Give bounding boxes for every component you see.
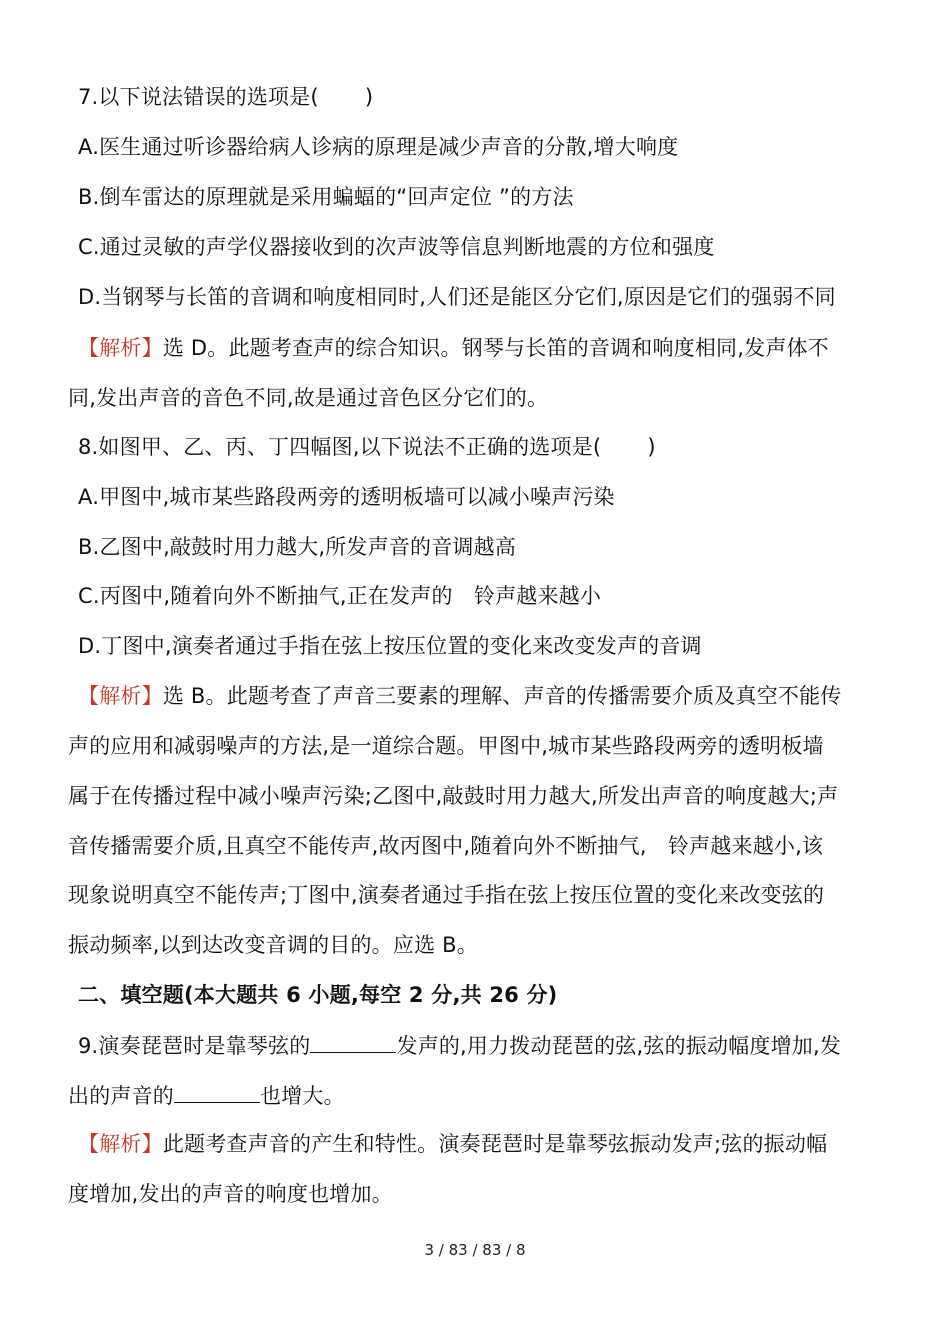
question-8-analysis-line-1: 选 B。此题考查了声音三要素的理解、声音的传播需要介质及真空不能传 [162, 684, 842, 708]
question-9-text-a: 9.演奏琵琶时是靠琴弦的 [78, 1034, 311, 1058]
question-7-option-a: A.医生通过听诊器给病人诊病的原理是减少声音的分散,增大响度 [78, 135, 679, 159]
question-7-analysis-line-1: 选 D。此题考查声的综合知识。钢琴与长笛的音调和响度相同,发声体不 [162, 336, 829, 360]
question-8-stem [78, 434, 656, 460]
question-7-stem-text: 7.以下说法错误的选项是( [78, 85, 319, 109]
question-8-stem-text: 8.如图甲、乙、丙、丁四幅图,以下说法不正确的选项是( [78, 435, 602, 459]
question-8-option-d: D.丁图中,演奏者通过手指在弦上按压位置的变化来改变发声的音调 [78, 634, 702, 658]
page-number: 3 / 83 / 83 / 8 [424, 1241, 526, 1259]
question-8-analysis-line-3: 属于在传播过程中减小噪声污染;乙图中,敲鼓时用力越大,所发出声音的响度越大;声 [68, 784, 839, 808]
analysis-tag: 【解析】 [78, 336, 163, 360]
question-7-option-d: D.当钢琴与长笛的音调和响度相同时,人们还是能区分它们,原因是它们的强弱不同 [78, 285, 836, 309]
question-8-analysis-line-2: 声的应用和减弱噪声的方法,是一道综合题。甲图中,城市某些路段两旁的透明板墙 [68, 734, 824, 758]
question-7-stem [78, 84, 373, 110]
section-title: 二、填空题(本大题共 6 小题,每空 2 分,共 26 分) [78, 983, 558, 1007]
question-7-stem-close: ) [364, 85, 374, 109]
question-7-option-b: B.倒车雷达的原理就是采用蝙蝠的“回声定位 ”的方法 [78, 185, 574, 209]
question-8-option-b: B.乙图中,敲鼓时用力越大,所发声音的音调越高 [78, 535, 517, 559]
question-8-analysis-line-6: 振动频率,以到达改变音调的目的。应选 B。 [68, 933, 478, 957]
question-9-text-d: 也增大。 [260, 1084, 345, 1108]
question-9-analysis [78, 1131, 827, 1157]
question-9-text-b: 发声的,用力拨动琵琶的弦,弦的振动幅度增加,发 [396, 1034, 842, 1058]
question-9-text-c: 出的声音的 [68, 1084, 174, 1108]
question-9-analysis-line-2: 度增加,发出的声音的响度也增加。 [68, 1182, 393, 1206]
question-7-option-c: C.通过灵敏的声学仪器接收到的次声波等信息判断地震的方位和强度 [78, 235, 715, 259]
question-7-analysis-line-2: 同,发出声音的音色不同,故是通过音色区分它们的。 [68, 386, 549, 410]
question-8-analysis-line-5: 现象说明真空不能传声;丁图中,演奏者通过手指在弦上按压位置的变化来改变弦的 [68, 883, 825, 907]
question-9-analysis-line-1: 此题考查声音的产生和特性。演奏琵琶时是靠琴弦振动发声;弦的振动幅 [162, 1132, 828, 1156]
fill-blank-1[interactable] [310, 1032, 396, 1053]
question-8-stem-close: ) [647, 435, 656, 459]
fill-blank-2[interactable] [174, 1082, 260, 1103]
question-8-analysis [78, 683, 842, 709]
question-9-stem-line-2 [68, 1082, 345, 1109]
question-8-option-c: C.丙图中,随着向外不断抽气,正在发声的 铃声越来越小 [78, 584, 602, 608]
question-8-option-a: A.甲图中,城市某些路段两旁的透明板墙可以减小噪声污染 [78, 485, 615, 509]
question-8-analysis-line-4: 音传播需要介质,且真空不能传声,故丙图中,随着向外不断抽气, 铃声越来越小,该 [68, 834, 824, 858]
question-7-analysis [78, 335, 829, 361]
analysis-tag: 【解析】 [78, 684, 163, 708]
question-9-stem-line-1 [78, 1032, 841, 1059]
analysis-tag: 【解析】 [78, 1132, 163, 1156]
